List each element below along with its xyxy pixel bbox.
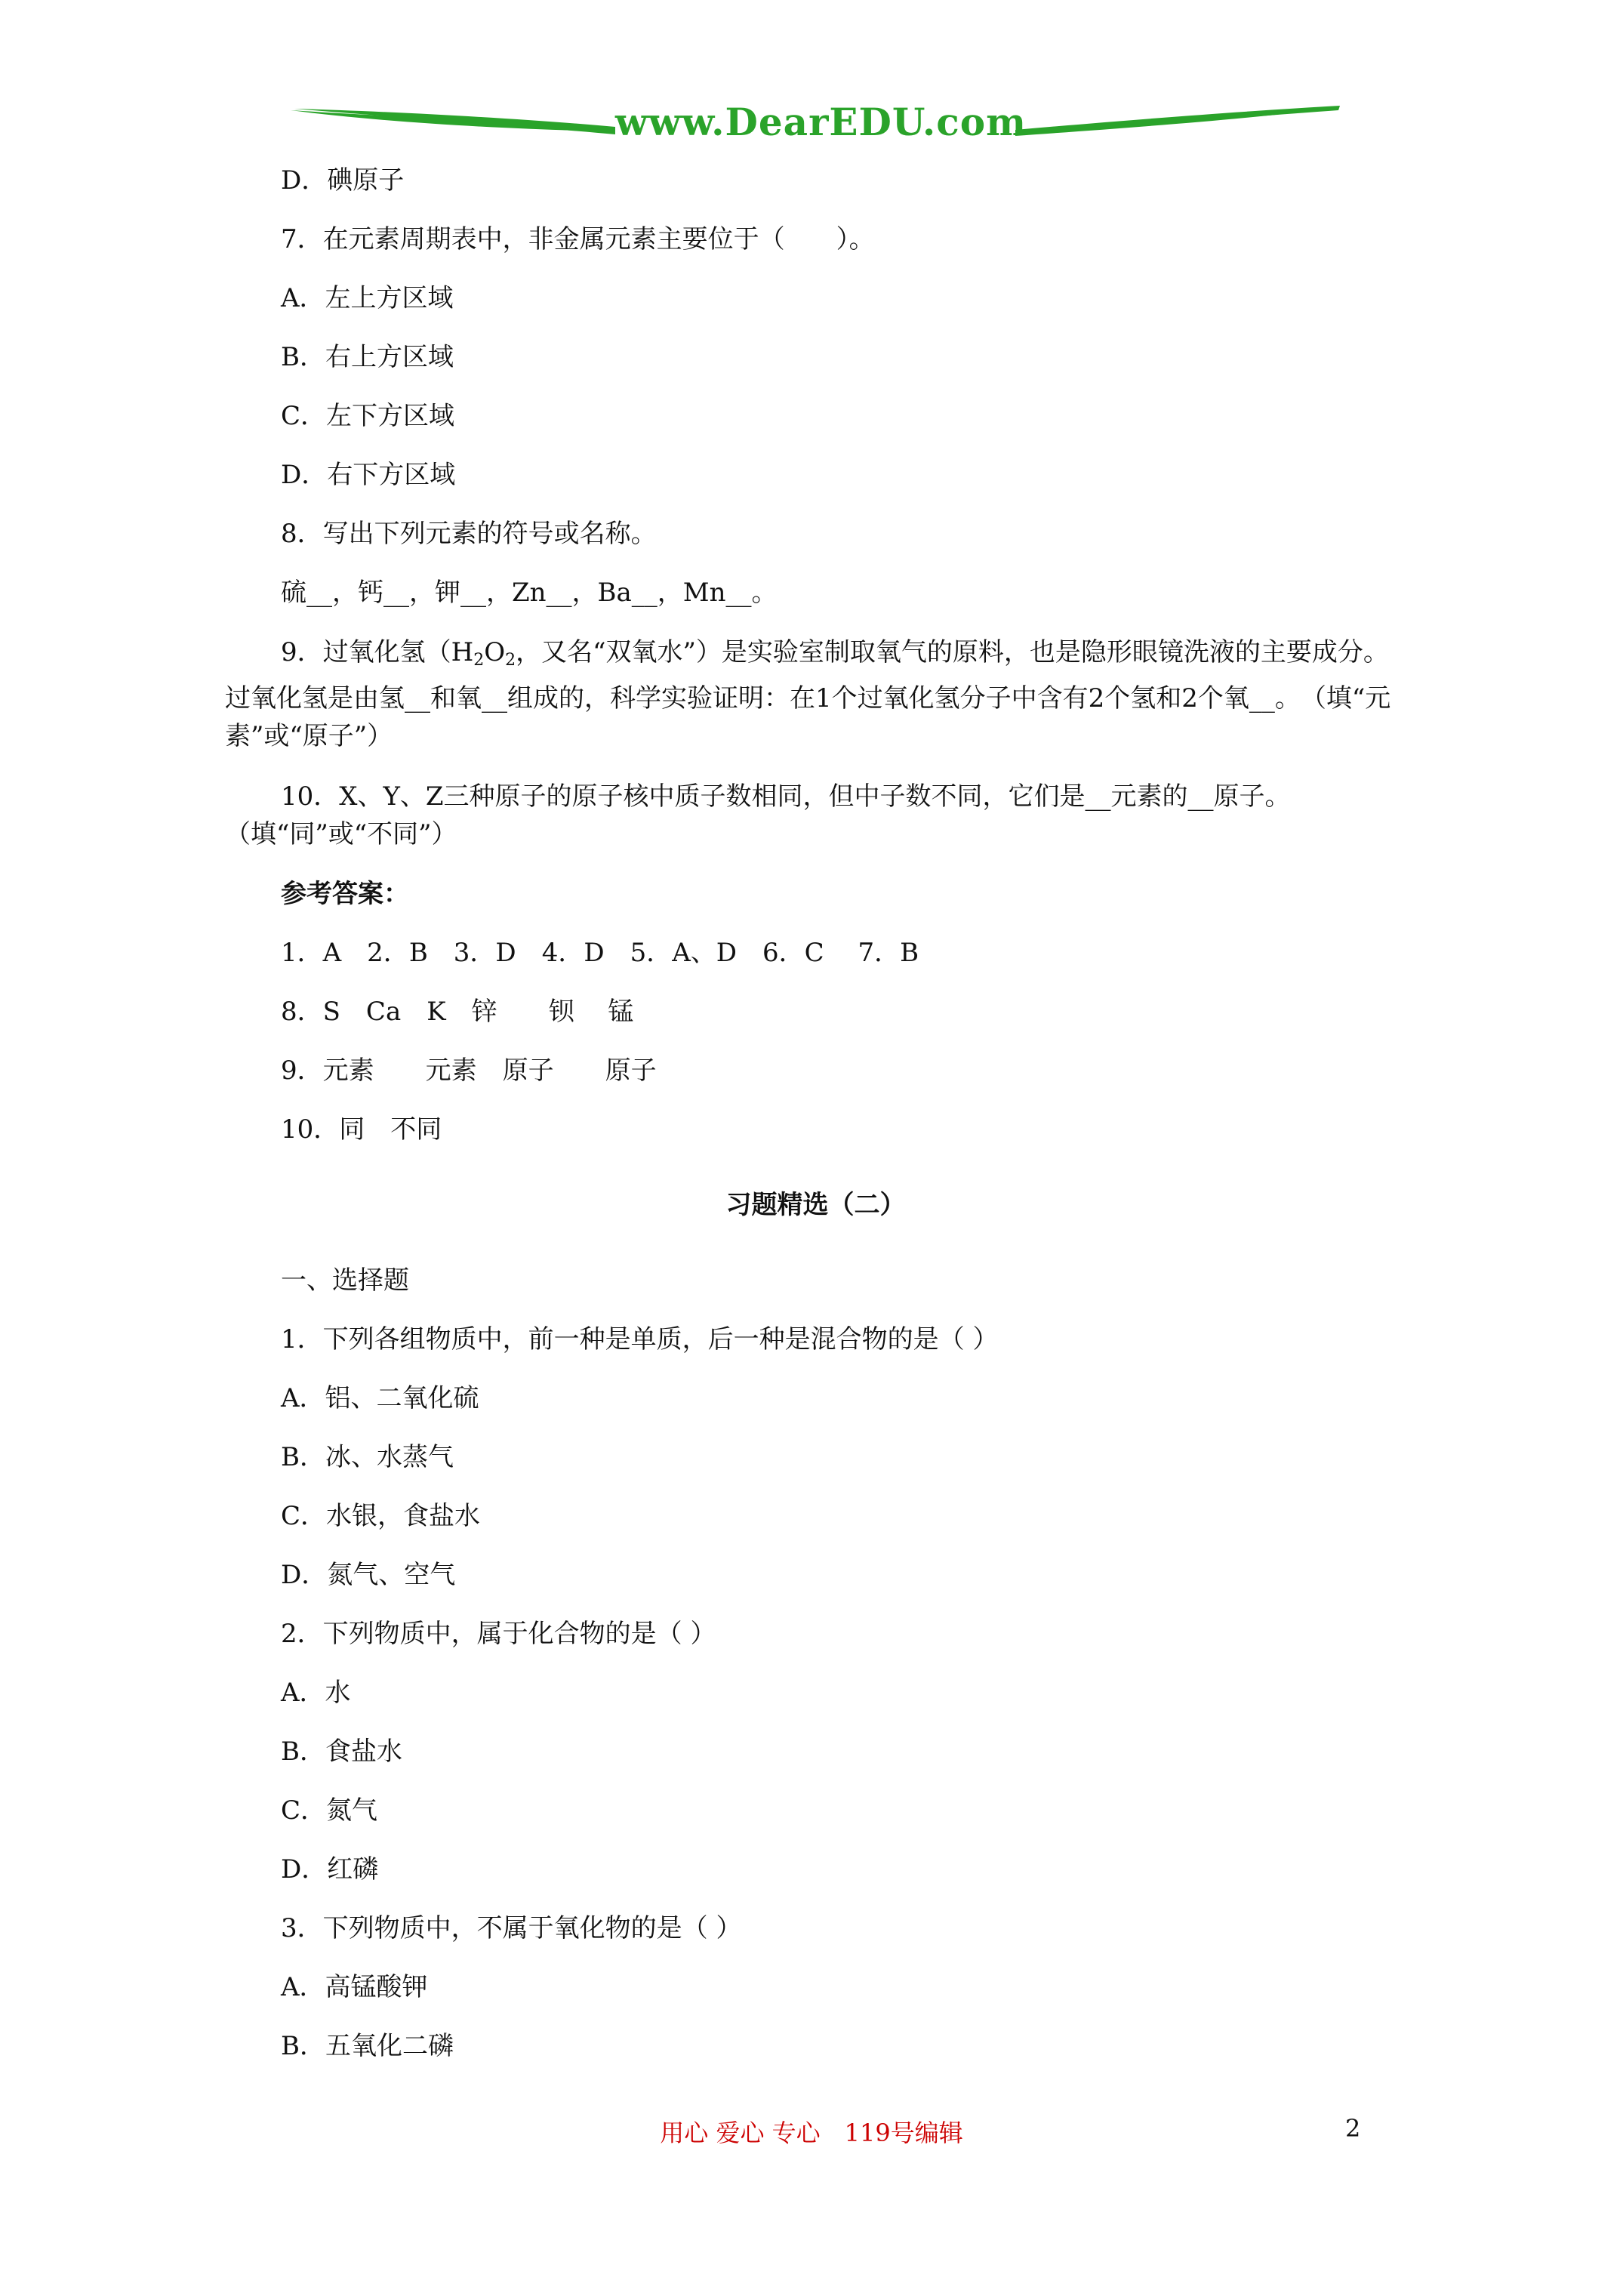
question-paragraph: 10．X、Y、Z三种原子的原子核中质子数相同，但中子数不同，它们是__元素的__原子。（填“同”或“不同”） xyxy=(225,781,1291,849)
section-subtitle: 一、选择题 xyxy=(281,1265,409,1296)
page-number: 2 xyxy=(1345,2114,1361,2143)
footer-text: 用心 爱心 专心 119号编辑 xyxy=(660,2119,963,2147)
page-header xyxy=(291,97,1340,157)
question-text: 3．下列物质中，不属于氧化物的是（ ） xyxy=(281,1913,742,1943)
option-text: C．氮气 xyxy=(281,1795,378,1826)
answers-heading: 参考答案： xyxy=(281,879,409,909)
option-text: D．碘原子 xyxy=(281,165,405,196)
option-text: A．左上方区域 xyxy=(281,283,454,313)
option-text: C．左下方区域 xyxy=(281,401,455,431)
question-text: 2．下列物质中，属于化合物的是（ ） xyxy=(281,1619,716,1649)
option-text: A．水 xyxy=(281,1678,351,1708)
question-text: ，又名“双氧水”）是实验室制取氧气的原料，也是隐形眼镜洗液的主要成分。过氧化氢是由氢__和氧__组成的，科学实验证明：在1个过氧化氢分子中含有2个氢和2个氧__。 （填“元素”或“原子”） xyxy=(225,637,1391,751)
question-text: 9．过氧化氢（H xyxy=(281,637,474,667)
question-text: 7．在元素周期表中，非金属元素主要位于（ ）。 xyxy=(281,224,875,254)
option-text: B．右上方区域 xyxy=(281,342,454,372)
option-text: A．铝、二氧化硫 xyxy=(281,1383,479,1413)
option-text: B．冰、水蒸气 xyxy=(281,1442,454,1472)
answer-text: 1．A 2．B 3．D 4．D 5．A、D 6．C 7．B xyxy=(281,938,919,968)
subscript: 2 xyxy=(473,651,485,670)
subscript: 2 xyxy=(505,651,516,670)
option-text: D．氮气、空气 xyxy=(281,1560,456,1590)
section-title: 习题精选（二） xyxy=(725,1190,906,1220)
option-text: C．水银，食盐水 xyxy=(281,1501,481,1531)
fill-blank-text: 硫__，钙__，钾__，Zn__，Ba__，Mn__。 xyxy=(281,578,778,608)
option-text: B．五氧化二磷 xyxy=(281,2031,454,2061)
question-text: 8．写出下列元素的符号或名称。 xyxy=(281,519,657,549)
question-paragraph xyxy=(225,633,1406,755)
question-text: 1．下列各组物质中，前一种是单质，后一种是混合物的是（ ） xyxy=(281,1324,999,1354)
answer-text: 8．S Ca K 锌 钡 锰 xyxy=(281,997,634,1027)
question-text: O xyxy=(484,637,506,667)
option-text: D．右下方区域 xyxy=(281,460,456,490)
option-text: B．食盐水 xyxy=(281,1737,402,1767)
site-logo[interactable]: www.DearEDU.com xyxy=(615,100,1027,144)
option-text: A．高锰酸钾 xyxy=(281,1972,428,2002)
answer-text: 9．元素 元素 原子 原子 xyxy=(281,1056,657,1086)
answer-text: 10．同 不同 xyxy=(281,1114,442,1145)
page-footer xyxy=(0,2114,1623,2152)
option-text: D．红磷 xyxy=(281,1854,379,1885)
document-body xyxy=(225,162,1406,2064)
